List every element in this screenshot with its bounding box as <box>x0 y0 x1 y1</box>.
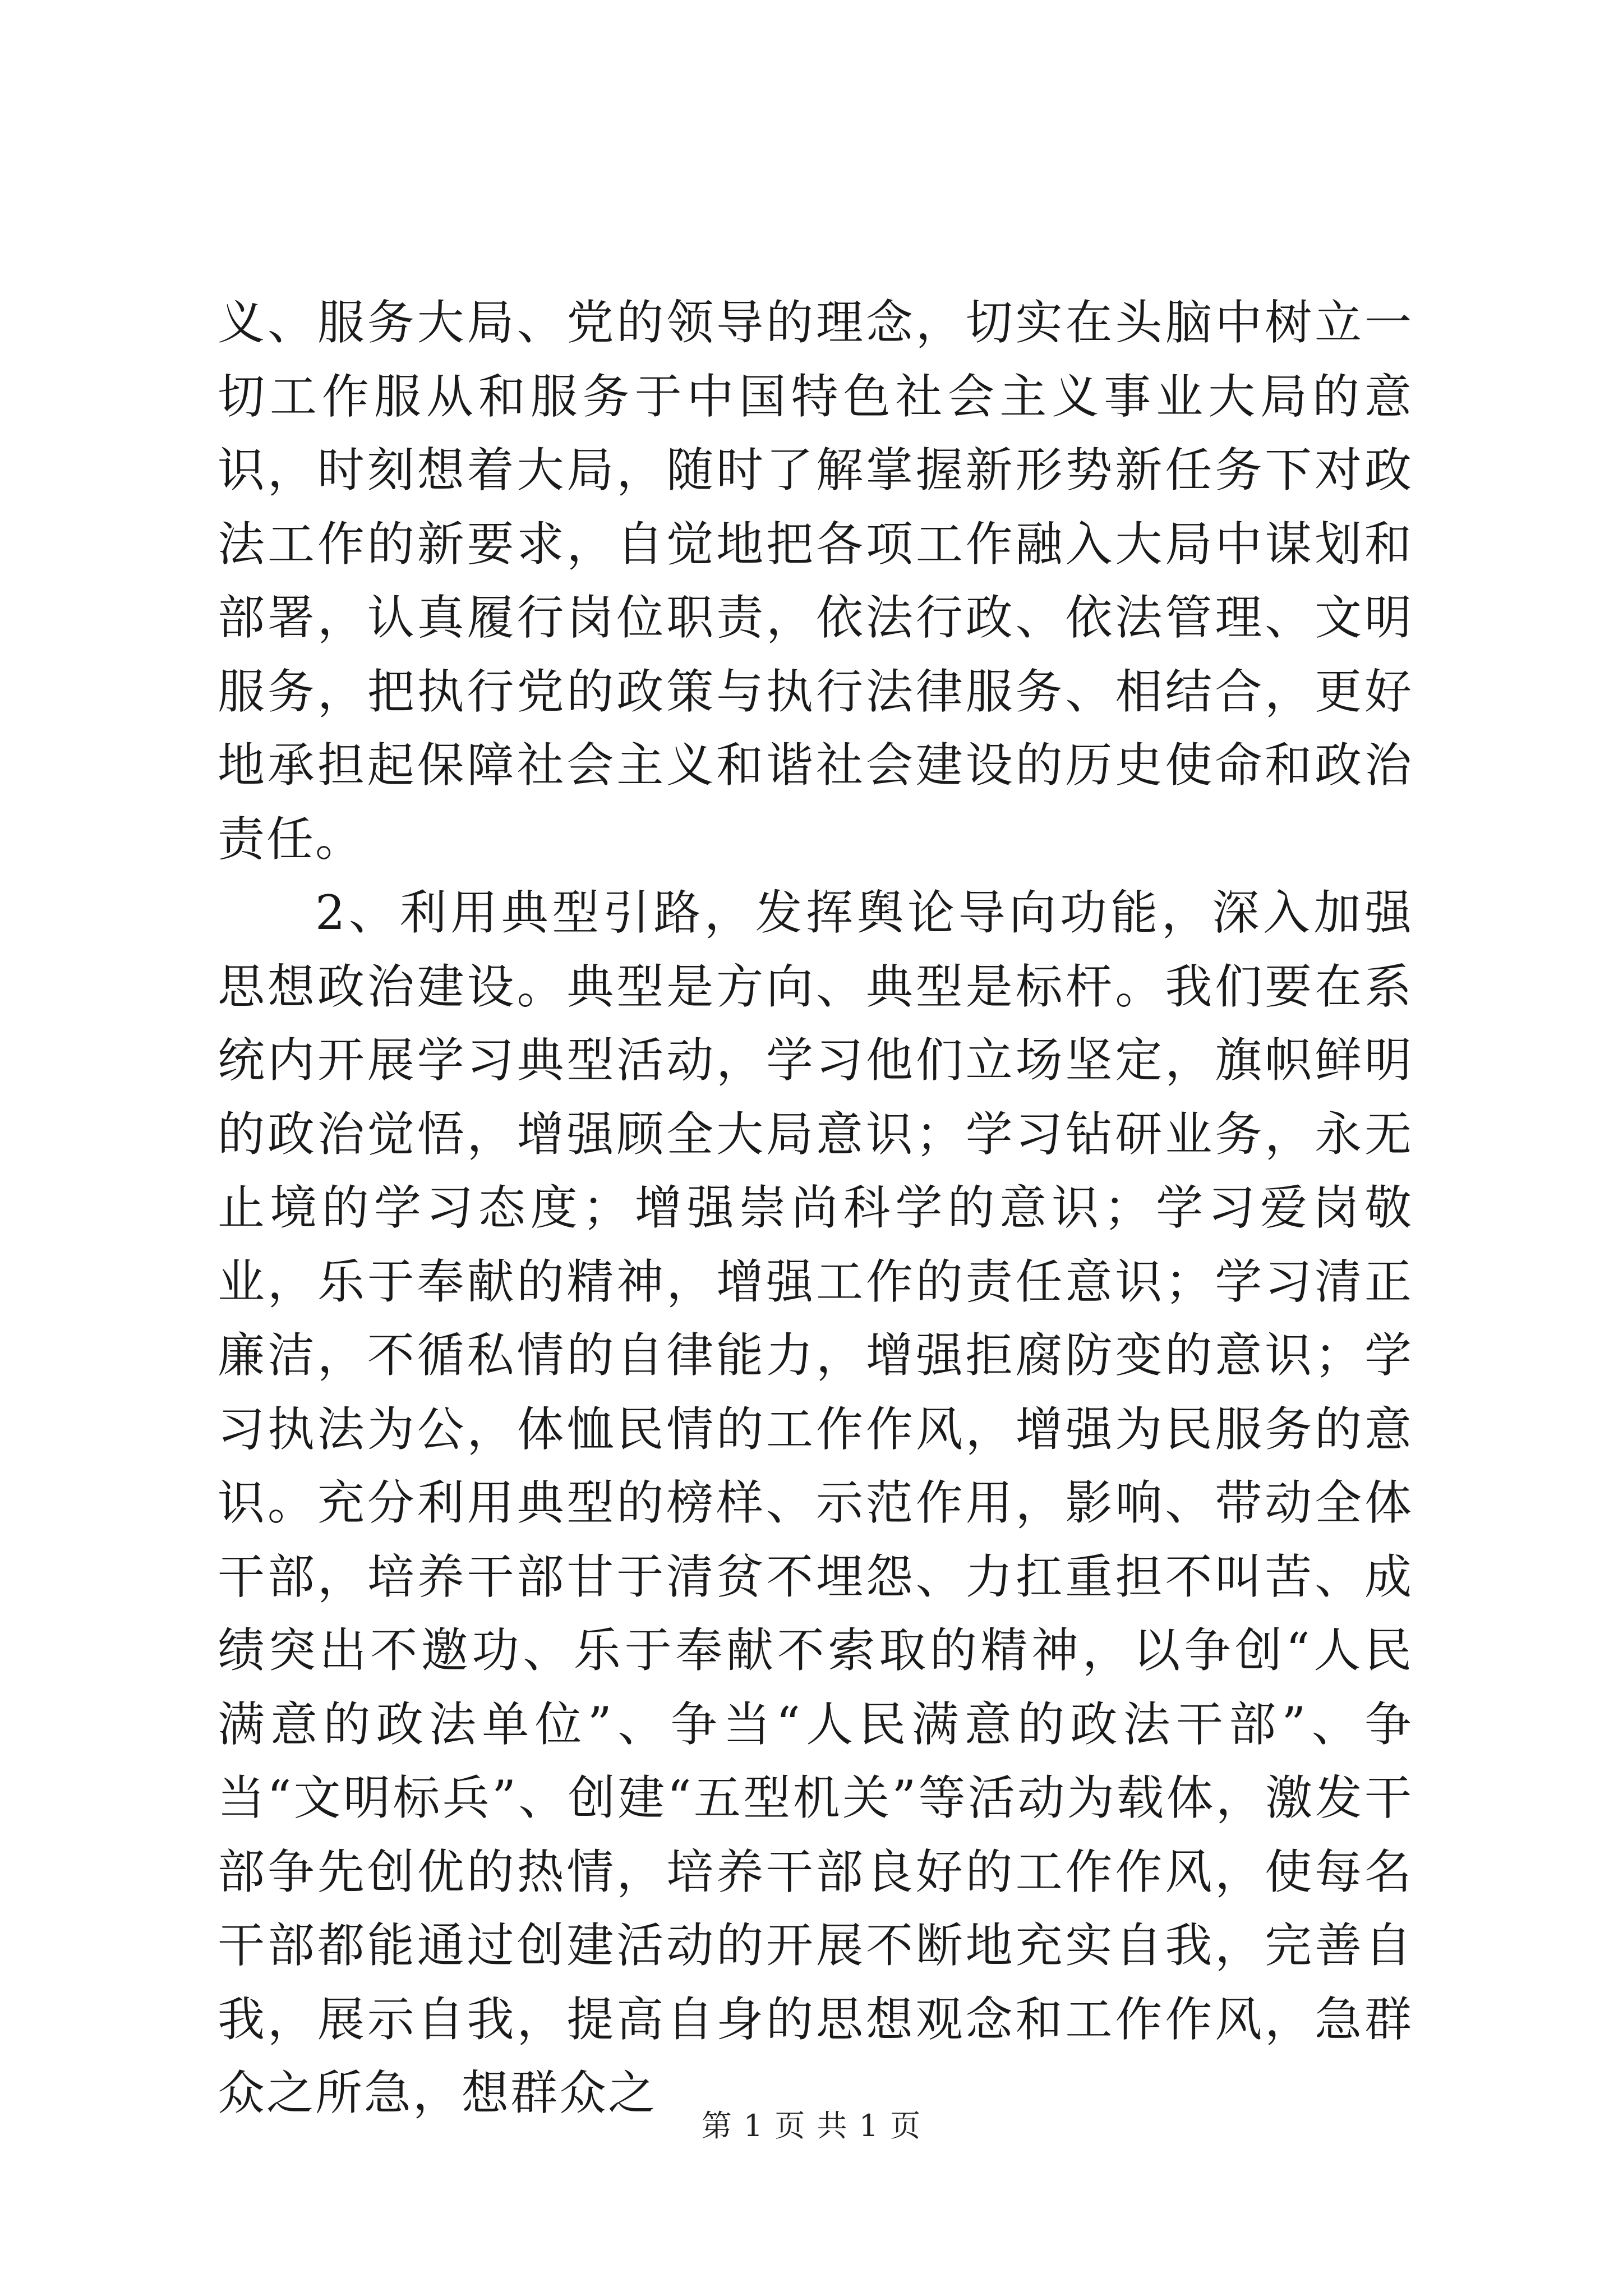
paragraph-1: 义、服务大局、党的领导的理念，切实在头脑中树立一切工作服从和服务于中国特色社会主义事业大局的意识，时刻想着大局，随时了解掌握新形势新任务下对政法工作的新要求，自觉地把各项工作融入大局中谋划和部署，认真履行岗位职责，依法行政、依法管理、文明服务，把执行党的政策与执行法律服务、相结合，更好地承担起保障社会主义和谐社会建设的历史使命和政治责任。 <box>218 295 1413 867</box>
document-body <box>218 286 1413 2131</box>
paragraph-2: 2、利用典型引路，发挥舆论导向功能，深入加强思想政治建设。典型是方向、典型是标杆。我们要在系统内开展学习典型活动，学习他们立场坚定，旗帜鲜明的政治觉悟，增强顾全大局意识；学习钻研业务，永无止境的学习态度；增强崇尚科学的意识；学习爱岗敬业，乐于奉献的精神，增强工作的责任意识；学习清正廉洁，不循私情的自律能力，增强拒腐防变的意识；学习执法为公，体恤民情的工作作风，增强为民服务的意识。充分利用典型的榜样、示范作用，影响、带动全体干部，培养干部甘于清贫不埋怨、力扛重担不叫苦、成绩突出不邀功、乐于奉献不索取的精神，以争创“人民满意的政法单位”、争当“人民满意的政法干部”、争当“文明标兵”、创建“五型机关”等活动为载体，激发干部争先创优的热情，培养干部良好的工作作风，使每名干部都能通过创建活动的开展不断地充实自我，完善自我，展示自我，提高自身的思想观念和工作作风，急群众之所急，想群众之 <box>218 885 1413 2120</box>
page-number-footer: 第 1 页 共 1 页 <box>701 2108 922 2143</box>
